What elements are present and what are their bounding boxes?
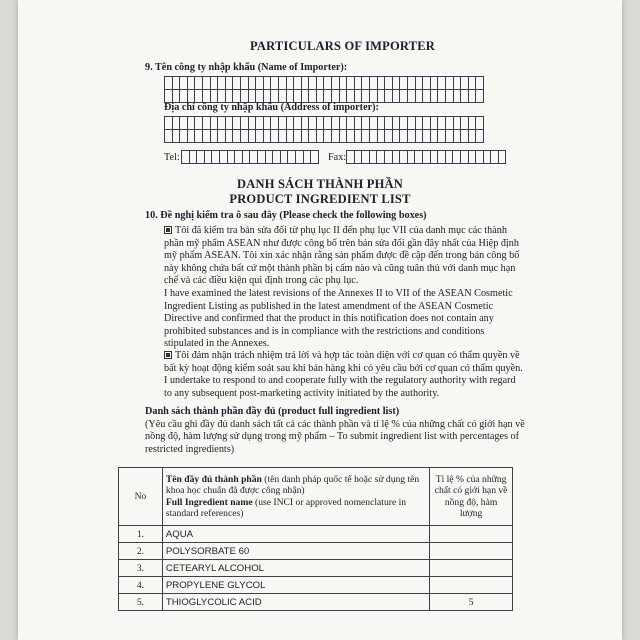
row-ingredient-name: POLYSORBATE 60 <box>162 543 429 560</box>
row-no: 1. <box>119 526 163 543</box>
col-header-name <box>162 468 429 526</box>
col-header-name-vi-bold: Tên đầy đủ thành phần <box>165 474 262 486</box>
full-list-block <box>145 406 530 456</box>
input-box[interactable] <box>475 129 484 143</box>
row-percentage: 5 <box>430 594 513 611</box>
full-list-note: (Yêu cầu ghi đầy đủ danh sách tất cả các thành phần và tỉ lệ % của những chất có giới hạn về nồng độ, hàm lượng sử dụng trong mỹ phẩm – To submit ingredient list with percentages of restricted ingredients) <box>145 418 525 455</box>
row-percentage <box>430 560 513 577</box>
declaration-1-vi: Tôi đã kiểm tra bản sửa đổi từ phụ lục II đến phụ lục VII của danh mục các thành phần mỹ phẩm ASEAN như được công bố trên bản sửa đổi gần đây nhất của Hiệp định mỹ phẩm ASEAN. Tôi xin xác nhận rằng sản phẩm được đề cập đến trong bản công bố này không chứa bất cứ một thành phần bị cấm nào và cũng tuân thủ với danh mục hạn chế và các điều kiện qui định trong các phụ lục. <box>164 225 520 287</box>
declaration-2 <box>164 350 524 400</box>
declaration-1 <box>164 225 524 351</box>
row-percentage <box>430 543 513 560</box>
table-row <box>119 577 513 594</box>
importer-name-boxes[interactable] <box>164 76 483 103</box>
row-percentage <box>430 577 513 594</box>
col-header-pct: Tỉ lệ % của những chất có giới hạn về nồng độ, hàm lượng <box>430 468 513 526</box>
declaration-2-vi: Tôi đảm nhận trách nhiệm trả lời và hợp tác toàn diện với cơ quan có thẩm quyền về bất kỳ hoạt động kiểm soát sau khi bán hàng khi có yêu cầu bởi cơ quan có thẩm quyền. <box>164 350 523 374</box>
row-no: 4. <box>119 577 163 594</box>
tel-label: Tel: <box>164 152 180 163</box>
fax-boxes[interactable] <box>346 150 505 164</box>
col-header-name-en-rest: (use INCI or approved nomenclature in standard references) <box>165 496 407 519</box>
row-ingredient-name: PROPYLENE GLYCOL <box>162 577 429 594</box>
row-no: 3. <box>119 560 163 577</box>
checked-box-2[interactable] <box>164 351 172 359</box>
row-ingredient-name: AQUA <box>162 526 429 543</box>
declaration-1-en: I have examined the latest revisions of the Annexes II to VII of the ASEAN Cosmetic Ingredient Listing as published in the latest amendment of the ASEAN Cosmetic Directive and confirmed that the product in this notification does not contain any prohibited substances and is in compliance with the restrictions and conditions stipulated in the Annexes. <box>164 287 513 350</box>
section-title-importer: PARTICULARS OF IMPORTER <box>250 39 435 53</box>
ingredient-title-vi: DANH SÁCH THÀNH PHẦN <box>237 177 403 191</box>
importer-address-label: Địa chỉ công ty nhập khẩu (Address of importer): <box>164 102 379 113</box>
check-heading: 10. Đề nghị kiểm tra ô sau đây (Please check the following boxes) <box>145 210 427 221</box>
table-row <box>119 560 513 577</box>
importer-name-label: 9. Tên công ty nhập khẩu (Name of Importer): <box>145 62 348 73</box>
declaration-2-en: I undertake to respond to and cooperate fully with the regulatory authority with regard to any subsequent post-marketing activity initiated by the authority. <box>164 375 516 399</box>
row-ingredient-name: CETEARYL ALCOHOL <box>162 560 429 577</box>
ingredient-title-en: PRODUCT INGREDIENT LIST <box>229 192 411 206</box>
input-box[interactable] <box>475 116 484 130</box>
ingredient-table <box>118 467 513 611</box>
col-header-name-vi-rest: (tên danh pháp quốc tế hoặc sử dụng tên khoa học chuẩn đã được công nhận) <box>165 474 420 497</box>
row-no: 2. <box>119 543 163 560</box>
row-percentage <box>430 526 513 543</box>
input-box[interactable] <box>498 150 507 164</box>
row-ingredient-name: THIOGLYCOLIC ACID <box>162 594 429 611</box>
table-row <box>119 543 513 560</box>
importer-address-boxes[interactable] <box>164 116 483 143</box>
full-list-heading: Danh sách thành phần đầy đủ (product full ingredient list) <box>145 406 400 417</box>
red-stamp-mark <box>614 210 634 510</box>
col-header-no: No <box>119 468 163 526</box>
checked-box-1[interactable] <box>164 226 172 234</box>
input-box[interactable] <box>475 89 484 103</box>
table-row <box>119 594 513 611</box>
input-box[interactable] <box>475 76 484 90</box>
input-box[interactable] <box>310 150 319 164</box>
fax-label: Fax: <box>328 152 347 163</box>
row-no: 5. <box>119 594 163 611</box>
table-row <box>119 526 513 543</box>
col-header-name-en-bold: Full Ingredient name <box>165 496 253 508</box>
tel-boxes[interactable] <box>181 150 318 164</box>
